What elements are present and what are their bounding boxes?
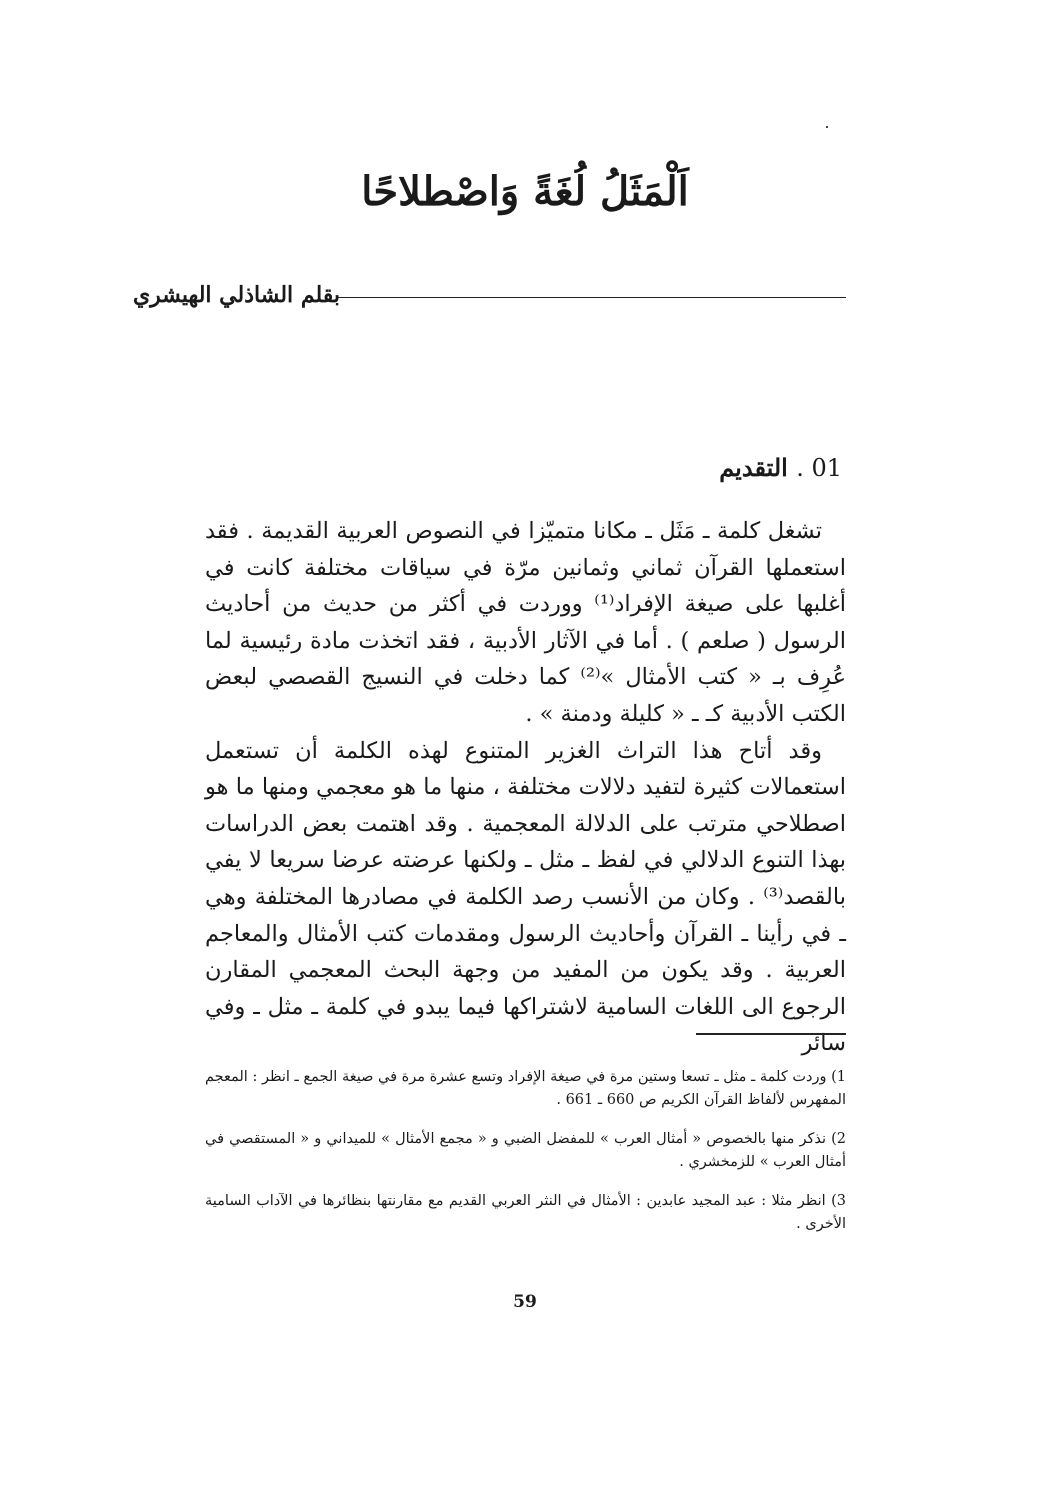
footnote-separator — [696, 1033, 846, 1035]
section-title: التقديم — [719, 453, 788, 482]
footnotes — [205, 1066, 846, 1252]
footnote: 2) نذكر منها بالخصوص « أمثال العرب » للمفضل الضبي و « مجمع الأمثال » للميداني و « المستقصي في أمثال العرب » للزمخشري . — [205, 1131, 846, 1170]
section-number: 01 . — [796, 454, 842, 482]
footnote: 1) وردت كلمة ـ مثل ـ تسعا وستين مرة في صيغة الإفراد وتسع عشرة مرة في صيغة الجمع ـ انظر : المعجم المفهرس لألفاظ القرآن الكريم ص 660 ـ 661 . — [205, 1069, 846, 1108]
footnote: 3) انظر مثلا : عبد المجيد عابدين : الأمثال في النثر العربي القديم مع مقارنتها بنظائرها في الآداب السامية الأخرى . — [205, 1193, 846, 1232]
scan-speck — [826, 126, 828, 128]
paragraph: وقد أتاح هذا التراث الغزير المتنوع لهذه الكلمة أن تستعمل استعمالات كثيرة لتفيد دلالات مختلفة ، منها ما هو معجمي ومنها ما هو اصطلاحي مترتب على الدلالة المعجمية . وقد اهتمت بعض الدراسات بهذا التنوع الدلالي في لفظ ـ مثل ـ ولكنها عرضته عرضا سريعا لا يفي بالقصد⁽³⁾ . وكان من الأنسب رصد الكلمة في مصادرها المختلفة وهي ـ في رأينا ـ القرآن وأحاديث الرسول ومقدمات كتب الأمثال والمعاجم العربية . وقد يكون من المفيد من وجهة البحث المعجمي المقارن الرجوع الى اللغات السامية لاشتراكها فيما يبدو في كلمة ـ مثل ـ وفي سائر — [205, 737, 846, 1057]
body-text — [205, 513, 846, 1062]
section-heading — [719, 453, 842, 482]
author-byline: بقلم الشاذلي الهيشري — [132, 282, 340, 308]
page-number: 59 — [513, 1292, 537, 1312]
article-title: اَلْمَثَلُ لُغَةً وَاصْطلاحًا — [361, 168, 689, 215]
byline-row — [0, 282, 1050, 316]
byline-rule — [338, 297, 846, 298]
paragraph: تشغل كلمة ـ مَثَل ـ مكانا متميّزا في النصوص العربية القديمة . فقد استعملها القرآن ثماني وثمانين مرّة في سياقات مختلفة كانت في أغلبها على صيغة الإفراد⁽¹⁾ ووردت في أكثر من حديث من أحاديث الرسول ( صلعم ) . أما في الآثار الأدبية ، فقد اتخذت مادة رئيسية لما عُرِف بـ « كتب الأمثال »⁽²⁾ كما دخلت في النسيج القصصي لبعض الكتب الأدبية كـ ـ « كليلة ودمنة » . — [205, 518, 846, 727]
